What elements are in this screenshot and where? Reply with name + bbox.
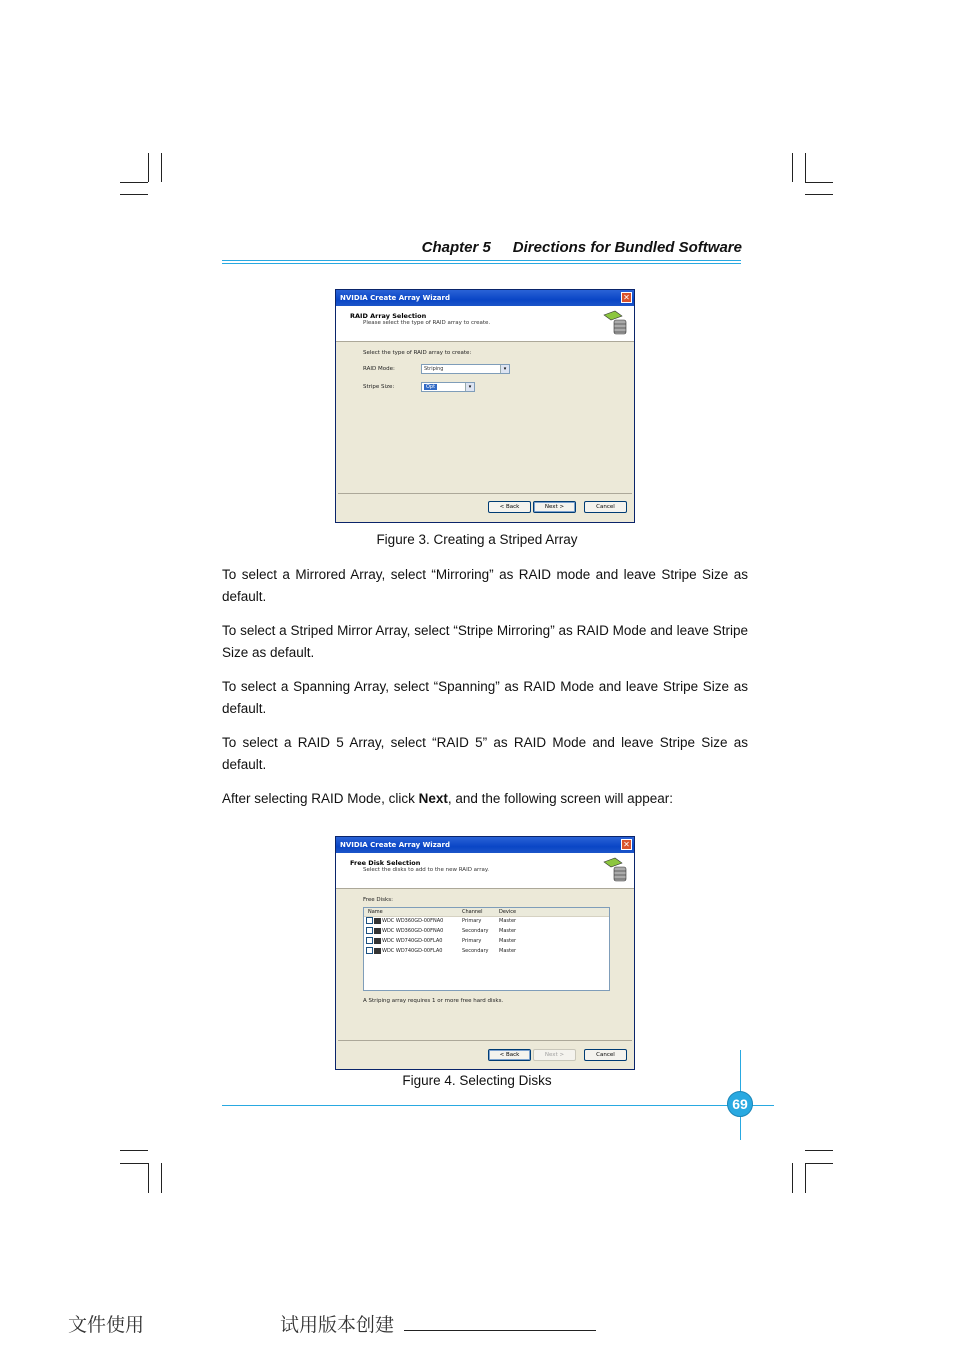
list-item[interactable] [366,937,517,946]
paragraph: To select a RAID 5 Array, select “RAID 5” as RAID Mode and leave Stripe Size as default. [222,735,748,772]
disk-device: Master [499,918,517,924]
crop-mark [805,1163,833,1164]
close-icon[interactable]: ✕ [621,839,632,850]
list-item[interactable] [366,927,517,936]
stripe-size-label: Stripe Size: [363,384,395,390]
create-array-dialog-fig3 [335,289,635,523]
wizard-heading: RAID Array Selection [350,312,427,320]
crop-mark [148,153,149,182]
hard-disk-icon [374,948,381,954]
crop-mark [792,1163,793,1193]
next-emphasis: Next [418,791,448,806]
wizard-heading: Free Disk Selection [350,859,421,867]
window-titlebar[interactable] [336,837,634,853]
checkbox[interactable] [366,917,373,924]
back-button[interactable]: < Back [488,1049,531,1061]
disk-name: WDC WD360GD-00FNA0 [382,928,444,934]
next-button[interactable]: Next > [533,501,576,513]
hard-disk-icon [374,918,381,924]
crop-mark [161,153,162,182]
divider [338,493,632,494]
chapter-title: Directions for Bundled Software [512,239,742,256]
crop-mark [805,153,806,182]
page-header [222,239,742,259]
window-title: NVIDIA Create Array Wizard [340,294,450,302]
disk-channel: Secondary [462,928,489,934]
footer-right-text: 试用版本创建 [280,1314,395,1336]
page-number: 69 [727,1091,753,1117]
disk-channel: Primary [462,938,482,944]
crop-mark [120,1163,148,1164]
column-header-channel[interactable]: Channel [462,909,483,915]
paragraph: To select a Spanning Array, select “Spanning” as RAID Mode and leave Stripe Size as default. [222,679,748,716]
raid-type-prompt: Select the type of RAID array to create: [363,350,472,356]
next-button[interactable]: Next > [533,1049,576,1061]
column-header-device[interactable]: Device [499,909,517,915]
figure-caption: Figure 3. Creating a Striped Array [376,532,578,547]
crop-mark [120,1150,148,1151]
disk-device: Master [499,948,517,954]
footer-underline [404,1330,596,1331]
divider [338,1040,632,1041]
hard-disk-icon [374,938,381,944]
paragraph: To select a Mirrored Array, select “Mirroring” as RAID mode and leave Stripe Size as default. [222,567,748,604]
disk-device: Master [499,938,517,944]
raid-mode-label: RAID Mode: [363,366,395,372]
crop-mark [805,1150,833,1151]
paragraph-text: , and the following screen will appear: [447,791,673,806]
header-rule [222,263,741,264]
checkbox[interactable] [366,927,373,934]
wizard-header [336,306,634,342]
crop-mark [805,1163,806,1193]
checkbox[interactable] [366,947,373,954]
raid-mode-value: Striping [424,366,444,372]
chevron-down-icon[interactable]: ▾ [500,365,509,373]
back-button[interactable]: < Back [488,501,531,513]
close-icon[interactable]: ✕ [621,292,632,303]
paragraph: To select a Striped Mirror Array, select “Stripe Mirroring” as RAID Mode and leave Stripe Size as default. [222,623,748,660]
checkbox[interactable] [366,937,373,944]
hard-disk-icon [374,928,381,934]
disk-channel: Secondary [462,948,489,954]
disk-name: WDC WD740GD-00FLA0 [382,938,443,944]
stripe-size-select[interactable] [421,382,475,392]
create-array-dialog-fig4 [335,836,635,1070]
footer-rule [222,1105,774,1106]
header-rule [222,260,741,261]
crop-mark [120,182,148,183]
free-disks-label: Free Disks: [363,897,393,903]
cancel-button[interactable]: Cancel [584,1049,627,1061]
list-item[interactable] [366,917,517,926]
disk-array-icon [602,857,628,883]
paragraph [222,788,748,810]
window-title: NVIDIA Create Array Wizard [340,841,450,849]
window-titlebar[interactable] [336,290,634,306]
list-header [364,908,609,917]
cancel-button[interactable]: Cancel [584,501,627,513]
crop-mark [805,182,833,183]
list-item[interactable] [366,947,517,956]
requirement-note: A Striping array requires 1 or more free hard disks. [363,998,504,1004]
crop-mark [805,194,833,195]
paragraph-text: After selecting RAID Mode, click [222,791,419,806]
wizard-subheading: Select the disks to add to the new RAID array. [363,867,490,873]
disk-name: WDC WD360GD-00FNA0 [382,918,444,924]
disk-name: WDC WD740GD-00FLA0 [382,948,443,954]
disk-device: Master [499,928,517,934]
column-header-name[interactable]: Name [368,909,383,915]
raid-mode-select[interactable] [421,364,510,374]
wizard-header [336,853,634,889]
crop-mark [120,194,148,195]
disk-array-icon [602,310,628,336]
wizard-subheading: Please select the type of RAID array to create. [363,320,491,326]
crop-mark [148,1163,149,1193]
chevron-down-icon[interactable]: ▾ [465,383,474,391]
free-disks-list[interactable] [363,907,610,991]
figure-caption: Figure 4. Selecting Disks [402,1073,552,1088]
disk-channel: Primary [462,918,482,924]
chapter-label: Chapter 5 [421,239,491,256]
crop-mark [161,1163,162,1193]
stripe-size-value: Opt [426,384,436,390]
crop-mark [792,153,793,182]
footer-left-text: 文件使用 [68,1314,145,1336]
